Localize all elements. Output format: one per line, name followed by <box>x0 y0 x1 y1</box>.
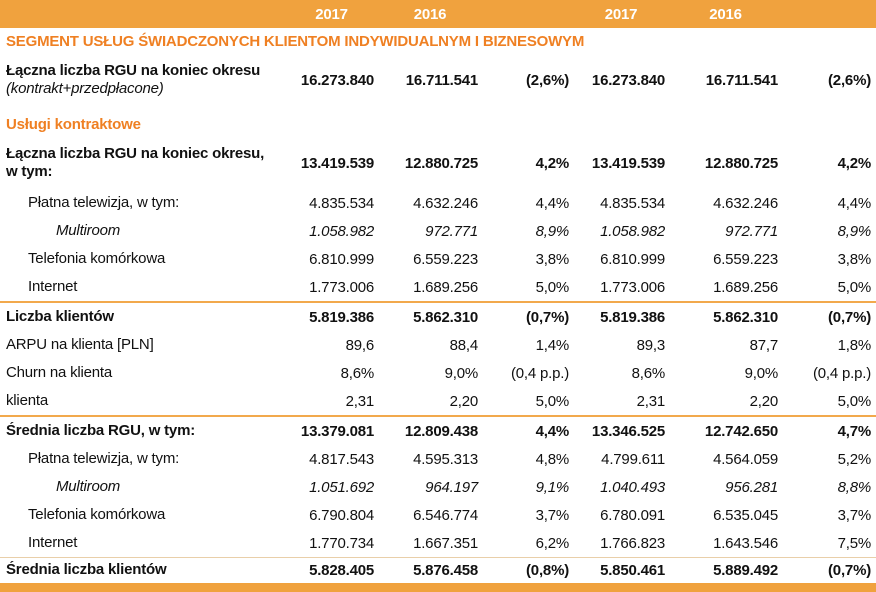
table-row <box>0 445 876 473</box>
header-cell-2016-group1: 2016 <box>413 5 447 23</box>
cell-value: 5,0% <box>837 392 871 410</box>
cell-value: (0,4 p.p.) <box>812 364 871 382</box>
cell-value: 6,2% <box>535 534 569 552</box>
cell-value: 8,9% <box>535 222 569 240</box>
cell-value: 8,9% <box>837 222 871 240</box>
table-body <box>0 54 876 582</box>
cell-value: (2,6%) <box>526 71 569 89</box>
row-label-line1: Średnia liczba klientów <box>6 561 167 578</box>
row-label <box>0 145 285 181</box>
row-label <box>0 308 285 326</box>
cell-value: 89,6 <box>345 336 374 354</box>
row-label <box>0 450 285 468</box>
cell-value: 9,0% <box>444 364 478 382</box>
cell-value: 12.742.650 <box>704 422 778 440</box>
cell-value: 3,7% <box>535 506 569 524</box>
cell-value: 1.770.734 <box>309 534 374 552</box>
cell-value: 3,7% <box>837 506 871 524</box>
cell-value: 1.689.256 <box>413 278 478 296</box>
cell-value: 4.835.534 <box>600 194 665 212</box>
cell-value: (0,8%) <box>526 561 569 579</box>
header-cell-2016-group2: 2016 <box>709 5 742 23</box>
cell-value: 13.419.539 <box>300 154 374 172</box>
cell-value: 3,8% <box>535 250 569 268</box>
row-label-line1: Churn na klienta <box>6 364 113 381</box>
row-label <box>0 278 285 296</box>
cell-value: 964.197 <box>425 478 478 496</box>
row-label-line1: Płatna telewizja, w tym: <box>28 194 180 211</box>
table-row <box>0 387 876 415</box>
cell-value: 3,8% <box>837 250 871 268</box>
row-label <box>0 222 285 240</box>
row-label <box>0 62 285 98</box>
cell-value: 956.281 <box>725 478 778 496</box>
cell-value: 5.876.458 <box>413 561 478 579</box>
cell-value: 4.817.543 <box>309 450 374 468</box>
cell-value: 1.058.982 <box>600 222 665 240</box>
cell-value: 4,2% <box>535 154 569 172</box>
cell-value: 5.819.386 <box>309 308 374 326</box>
row-label-line2: w tym: <box>6 163 53 180</box>
cell-value: 12.880.725 <box>704 154 778 172</box>
row-label-line1: Multiroom <box>56 222 121 239</box>
cell-value: 6.810.999 <box>600 250 665 268</box>
cell-value: 6.546.774 <box>413 506 478 524</box>
cell-value: 1.667.351 <box>413 534 478 552</box>
row-label <box>0 561 285 579</box>
cell-value: 1,8% <box>837 336 871 354</box>
row-label <box>0 506 285 524</box>
cell-value: 4.799.611 <box>601 450 665 468</box>
row-label <box>0 194 285 212</box>
row-label <box>0 336 285 354</box>
row-label-line1: Telefonia komórkowa <box>28 506 166 523</box>
table-row <box>0 137 876 189</box>
cell-value: 6.559.223 <box>713 250 778 268</box>
cell-value: 972.771 <box>725 222 778 240</box>
cell-value: (2,6%) <box>828 71 871 89</box>
cell-value: 1,4% <box>535 336 569 354</box>
cell-value: 5.889.492 <box>713 561 778 579</box>
row-label <box>0 392 285 410</box>
table-subheader: Usługi kontraktowe <box>6 116 141 133</box>
row-label <box>0 422 285 440</box>
cell-value: 8,8% <box>837 478 871 496</box>
cell-value: 13.419.539 <box>591 154 665 172</box>
cell-value: 1.040.493 <box>600 478 665 496</box>
cell-value: 2,31 <box>345 392 374 410</box>
row-label <box>0 478 285 496</box>
row-label <box>0 534 285 552</box>
table-row <box>0 359 876 387</box>
cell-value: 5.819.386 <box>600 308 665 326</box>
cell-value: 6.780.091 <box>600 506 665 524</box>
cell-value: 16.273.840 <box>300 71 374 89</box>
cell-value: 6.810.999 <box>309 250 374 268</box>
table-row <box>0 558 876 582</box>
cell-value: 8,6% <box>631 364 665 382</box>
table-row <box>0 529 876 557</box>
cell-value: 5,2% <box>837 450 871 468</box>
cell-value: 12.809.438 <box>404 422 478 440</box>
row-label-line1: Telefonia komórkowa <box>28 250 166 267</box>
row-label-line1: Multiroom <box>56 478 121 495</box>
row-label-line1: Łączna liczba RGU na koniec okresu <box>6 62 261 79</box>
table-row <box>0 473 876 501</box>
table-row <box>0 189 876 217</box>
cell-value: 8,6% <box>340 364 374 382</box>
cell-value: (0,4 p.p.) <box>510 364 569 382</box>
table-row <box>0 54 876 106</box>
table-row <box>0 245 876 273</box>
cell-value: 1.058.982 <box>309 222 374 240</box>
cell-value: 5,0% <box>837 278 871 296</box>
cell-value: 5.850.461 <box>600 561 665 579</box>
table-row <box>0 417 876 445</box>
table-header-row <box>0 0 876 28</box>
cell-value: 4,4% <box>837 194 871 212</box>
cell-value: 4,4% <box>535 194 569 212</box>
cell-value: 6.535.045 <box>713 506 778 524</box>
table-row <box>0 501 876 529</box>
row-label-line1: Liczba klientów <box>6 308 114 325</box>
header-cell-2017-group2: 2017 <box>604 5 638 23</box>
row-label-line1: klienta <box>6 392 48 409</box>
cell-value: 4.835.534 <box>309 194 374 212</box>
cell-value: 12.880.725 <box>404 154 478 172</box>
row-label <box>0 364 285 382</box>
header-cell-2017-group1: 2017 <box>315 5 348 23</box>
cell-value: 972.771 <box>425 222 478 240</box>
row-label-line1: ARPU na klienta [PLN] <box>6 336 154 353</box>
table-row <box>0 331 876 359</box>
table-row <box>0 273 876 301</box>
row-label-line1: Średnia liczba RGU, w tym: <box>6 422 196 439</box>
cell-value: 4,4% <box>535 422 569 440</box>
table-bottom-bar <box>0 583 876 592</box>
cell-value: 4.632.246 <box>713 194 778 212</box>
cell-value: 6.790.804 <box>309 506 374 524</box>
cell-value: 5.862.310 <box>413 308 478 326</box>
cell-value: 1.773.006 <box>600 278 665 296</box>
cell-value: 87,7 <box>749 336 778 354</box>
cell-value: 5.828.405 <box>309 561 374 579</box>
cell-value: 1.766.823 <box>600 534 665 552</box>
cell-value: (0,7%) <box>828 561 871 579</box>
cell-value: 16.711.541 <box>705 71 778 89</box>
row-label-line1: Internet <box>28 534 78 551</box>
row-label-line1: Internet <box>28 278 78 295</box>
cell-value: 1.643.546 <box>713 534 778 552</box>
table-row <box>0 217 876 245</box>
cell-value: 5,0% <box>535 392 569 410</box>
table-row <box>0 303 876 331</box>
cell-value: 13.379.081 <box>300 422 374 440</box>
row-label-line1: Łączna liczba RGU na koniec okresu, <box>6 145 265 162</box>
cell-value: 1.051.692 <box>309 478 374 496</box>
row-label <box>0 250 285 268</box>
cell-value: 4,2% <box>837 154 871 172</box>
segment-section-title: SEGMENT USŁUG ŚWIADCZONYCH KLIENTOM INDYWIDUALNYM I BIZNESOWYM <box>6 32 585 50</box>
cell-value: (0,7%) <box>828 308 871 326</box>
cell-value: 9,0% <box>744 364 778 382</box>
cell-value: 4,7% <box>837 422 871 440</box>
cell-value: 9,1% <box>535 478 569 496</box>
cell-value: 5.862.310 <box>713 308 778 326</box>
cell-value: 4.632.246 <box>413 194 478 212</box>
cell-value: 16.273.840 <box>591 71 665 89</box>
cell-value: 4,8% <box>535 450 569 468</box>
cell-value: 5,0% <box>535 278 569 296</box>
cell-value: 2,20 <box>449 392 478 410</box>
cell-value: 2,20 <box>749 392 778 410</box>
cell-value: 4.595.313 <box>413 450 478 468</box>
cell-value: 16.711.541 <box>405 71 478 89</box>
cell-value: 6.559.223 <box>413 250 478 268</box>
cell-value: 89,3 <box>636 336 665 354</box>
cell-value: 2,31 <box>636 392 665 410</box>
cell-value: (0,7%) <box>526 308 569 326</box>
cell-value: 1.773.006 <box>309 278 374 296</box>
cell-value: 4.564.059 <box>713 450 778 468</box>
cell-value: 88,4 <box>449 336 478 354</box>
cell-value: 13.346.525 <box>591 422 665 440</box>
cell-value: 7,5% <box>837 534 871 552</box>
row-label-line1: Płatna telewizja, w tym: <box>28 450 180 467</box>
row-label-line2: (kontrakt+przedpłacone) <box>6 80 164 97</box>
cell-value: 1.689.256 <box>713 278 778 296</box>
